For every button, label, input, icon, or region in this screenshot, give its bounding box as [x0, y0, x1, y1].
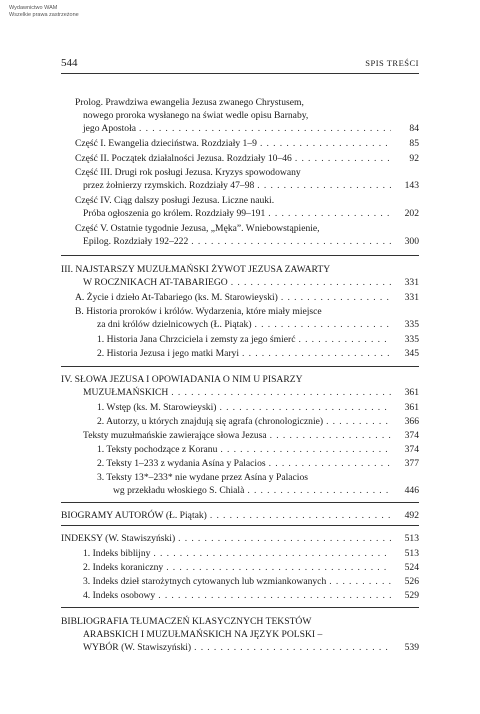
toc-entry-text: INDEKSY (W. Stawiszyński) — [61, 533, 176, 544]
toc-line — [61, 386, 419, 399]
toc-entry — [61, 401, 419, 414]
dot-leader — [228, 276, 391, 289]
toc-line — [61, 235, 419, 248]
toc-entry-text: B. Historia proroków i królów. Wydarzenia, które miały miejsce — [75, 306, 322, 317]
toc-line — [61, 484, 419, 497]
toc-page-number: 202 — [404, 208, 419, 219]
toc-entry — [61, 429, 419, 442]
dot-leader — [217, 443, 391, 456]
dot-leader — [191, 641, 391, 654]
toc-section-heading — [61, 509, 419, 522]
dot-leader — [163, 561, 391, 574]
toc-entry — [61, 575, 419, 588]
toc-entry — [61, 547, 419, 560]
toc-line — [61, 333, 419, 346]
toc-page-number: 331 — [404, 277, 419, 288]
toc-entry-text: BIOGRAMY AUTORÓW (Ł. Piątak) — [61, 510, 207, 521]
toc-entry-text: jego Apostoła — [83, 123, 137, 134]
toc-entry-text: Część V. Ostatnie tygodnie Jezusa, „Męka”. Wniebowstąpienie, — [75, 223, 320, 234]
toc-page-number: 361 — [404, 387, 419, 398]
toc-line — [61, 575, 419, 588]
toc-entry-text: Część IV. Ciąg dalszy posługi Jezusa. Liczne nauki. — [75, 195, 275, 206]
toc-page-number: 513 — [404, 533, 419, 544]
toc-entry-text: MUZUŁMAŃSKICH — [83, 387, 169, 398]
dot-leader — [257, 137, 391, 150]
toc-entry — [61, 443, 419, 456]
toc-line — [61, 615, 419, 628]
dot-leader — [216, 401, 391, 414]
toc-page-number: 92 — [409, 153, 419, 164]
toc-entry — [61, 166, 419, 192]
dot-leader — [292, 152, 391, 165]
toc-entry-text: IV. SŁOWA JEZUSA I OPOWIADANIA O NIM U PISARZY — [61, 374, 303, 385]
toc-entry-text: WYBÓR (W. Stawiszyński) — [83, 642, 192, 653]
toc-page-number: 374 — [404, 430, 419, 441]
toc-page-number: 539 — [404, 642, 419, 653]
dot-leader — [326, 575, 391, 588]
dot-leader — [207, 509, 391, 522]
dot-leader — [188, 235, 391, 248]
toc-page-number: 345 — [404, 348, 419, 359]
toc-entry-text: A. Życie i dzieło At-Tabariego (ks. M. Starowieyski) — [75, 292, 278, 303]
toc-entry-text: 2. Indeks koraniczny — [83, 562, 164, 573]
toc-line — [61, 589, 419, 602]
toc-line — [61, 443, 419, 456]
toc-line — [61, 347, 419, 360]
toc-entry — [61, 96, 419, 135]
toc-section-heading — [61, 532, 419, 545]
toc-page-number: 529 — [404, 590, 419, 601]
toc-entry-text: Część III. Drugi rok posługi Jezusa. Kryzys spowodowany — [75, 167, 301, 178]
toc-entry-text: Próba ogłoszenia go królem. Rozdziały 99–191 — [83, 208, 266, 219]
dot-leader — [175, 532, 391, 545]
toc-entry-text: Część I. Ewangelia dzieciństwa. Rozdziały 1–9 — [75, 138, 257, 149]
toc-page-number: 300 — [404, 236, 419, 247]
toc-line — [61, 96, 419, 109]
toc-line — [61, 207, 419, 220]
toc-entry-text: nowego proroka wysłanego na świat wedle opisu Barnaby, — [83, 110, 309, 121]
toc-entry-text: 3. Teksty 13*–233* nie wydane przez Asína y Palacios — [97, 472, 308, 483]
dot-leader — [254, 179, 391, 192]
toc-line — [61, 194, 419, 207]
toc-entry — [61, 589, 419, 602]
toc-page-number: 526 — [404, 576, 419, 587]
toc-page-number: 331 — [404, 292, 419, 303]
toc-entry — [61, 152, 419, 165]
toc-entry — [61, 457, 419, 470]
toc-page-number: 366 — [404, 416, 419, 427]
toc-entry-text: W ROCZNIKACH AT-TABARIEGO — [83, 277, 228, 288]
toc-page-number: 143 — [404, 180, 419, 191]
toc-line — [61, 222, 419, 235]
toc-entry-text: 2. Autorzy, u których znajdują się agrafa (chronologicznie) — [97, 416, 324, 427]
toc-entry-text: 2. Teksty 1–233 z wydania Asína y Palacios — [97, 458, 266, 469]
toc-entry-text: Teksty muzułmańskie zawierające słowa Jezusa — [83, 430, 267, 441]
toc-page-number: 524 — [404, 562, 419, 573]
toc-entry — [61, 222, 419, 248]
toc-entry-text: Epilog. Rozdziały 192–222 — [83, 236, 189, 247]
dot-leader — [244, 484, 391, 497]
dot-leader — [168, 386, 391, 399]
section-divider — [61, 607, 419, 608]
toc-entry — [61, 415, 419, 428]
toc-section-heading — [61, 615, 419, 654]
toc-entry-text: BIBLIOGRAFIA TŁUMACZEŃ KLASYCZNYCH TEKSTÓW — [61, 616, 312, 627]
toc-line — [61, 532, 419, 545]
toc-page-number: 513 — [404, 548, 419, 559]
dot-leader — [266, 457, 391, 470]
toc-entry-text: 1. Indeks biblijny — [83, 548, 151, 559]
toc-page-number: 335 — [404, 319, 419, 330]
toc-entry — [61, 291, 419, 304]
toc-line — [61, 152, 419, 165]
section-divider — [61, 255, 419, 256]
toc-line — [61, 429, 419, 442]
dot-leader — [267, 429, 391, 442]
toc-line — [61, 166, 419, 179]
toc-page-number: 377 — [404, 458, 419, 469]
toc-entry — [61, 305, 419, 331]
dot-leader — [239, 347, 391, 360]
watermark-line: Wydawnictwo WAM — [9, 5, 58, 11]
toc-entry — [61, 347, 419, 360]
dot-leader — [150, 547, 391, 560]
toc-entry-text: 1. Wstęp (ks. M. Starowieyski) — [97, 402, 217, 413]
toc-line — [61, 263, 419, 276]
toc-line — [61, 373, 419, 386]
dot-leader — [265, 207, 391, 220]
toc-entry — [61, 333, 419, 346]
dot-leader — [278, 291, 391, 304]
toc-page-number: 446 — [404, 485, 419, 496]
toc-entry-text: ARABSKICH I MUZUŁMAŃSKICH NA JĘZYK POLSKI – — [83, 629, 323, 640]
toc-page-number: 335 — [404, 334, 419, 345]
toc-entry — [61, 471, 419, 497]
toc-entry-text: za dni królów dzielnicowych (Ł. Piątak) — [97, 319, 252, 330]
toc-line — [61, 561, 419, 574]
toc-line — [61, 318, 419, 331]
toc-entry-text: Prolog. Prawdziwa ewangelia Jezusa zwanego Chrystusem, — [75, 97, 304, 108]
toc-entry — [61, 194, 419, 220]
toc-page-number: 85 — [409, 138, 419, 149]
toc-line — [61, 509, 419, 522]
toc-entry-text: 1. Historia Jana Chrzciciela i zemsty za jego śmierć — [97, 334, 296, 345]
toc-entry-text: Część II. Początek działalności Jezusa. Rozdziały 10–46 — [75, 153, 292, 164]
section-divider — [61, 525, 419, 526]
toc-page-number: 361 — [404, 402, 419, 413]
toc-line — [61, 641, 419, 654]
toc-entry — [61, 137, 419, 150]
toc-entry-text: 2. Historia Jezusa i jego matki Maryi — [97, 348, 240, 359]
dot-leader — [252, 318, 391, 331]
toc-page-number: 374 — [404, 444, 419, 455]
toc-line — [61, 109, 419, 122]
page-number: 544 — [61, 57, 78, 69]
toc-entry — [61, 561, 419, 574]
running-head — [61, 57, 419, 69]
publisher-watermark — [9, 5, 79, 18]
running-head-title: SPIS TREŚCI — [365, 58, 419, 68]
toc-section-heading — [61, 263, 419, 289]
section-divider — [61, 366, 419, 367]
toc-line — [61, 401, 419, 414]
toc-line — [61, 137, 419, 150]
toc-page-number: 84 — [409, 123, 419, 134]
dot-leader — [155, 589, 391, 602]
toc-entry-text: 4. Indeks osobowy — [83, 590, 156, 601]
toc-line — [61, 179, 419, 192]
toc-line — [61, 471, 419, 484]
header-rule — [61, 73, 419, 74]
toc-entry-text: 3. Indeks dzieł starożytnych cytowanych lub wzmiankowanych — [83, 576, 327, 587]
dot-leader — [295, 333, 391, 346]
toc-line — [61, 276, 419, 289]
toc-line — [61, 457, 419, 470]
toc-entry-text: 1. Teksty pochodzące z Koranu — [97, 444, 218, 455]
dot-leader — [136, 122, 391, 135]
toc-line — [61, 415, 419, 428]
toc-page-number: 492 — [404, 510, 419, 521]
section-divider — [61, 502, 419, 503]
toc-line — [61, 547, 419, 560]
dot-leader — [323, 415, 391, 428]
toc-entry-text: wg przekładu włoskiego S. Chialà — [113, 485, 245, 496]
toc-line — [61, 305, 419, 318]
toc-line — [61, 291, 419, 304]
watermark-line: Wszelkie prawa zastrzeżone — [9, 11, 79, 18]
toc-line — [61, 628, 419, 641]
toc-section-heading — [61, 373, 419, 399]
toc-entry-text: III. NAJSTARSZY MUZUŁMAŃSKI ŻYWOT JEZUSA ZAWARTY — [61, 264, 331, 275]
toc-entry-text: przez żołnierzy rzymskich. Rozdziały 47–98 — [83, 180, 255, 191]
toc-line — [61, 122, 419, 135]
